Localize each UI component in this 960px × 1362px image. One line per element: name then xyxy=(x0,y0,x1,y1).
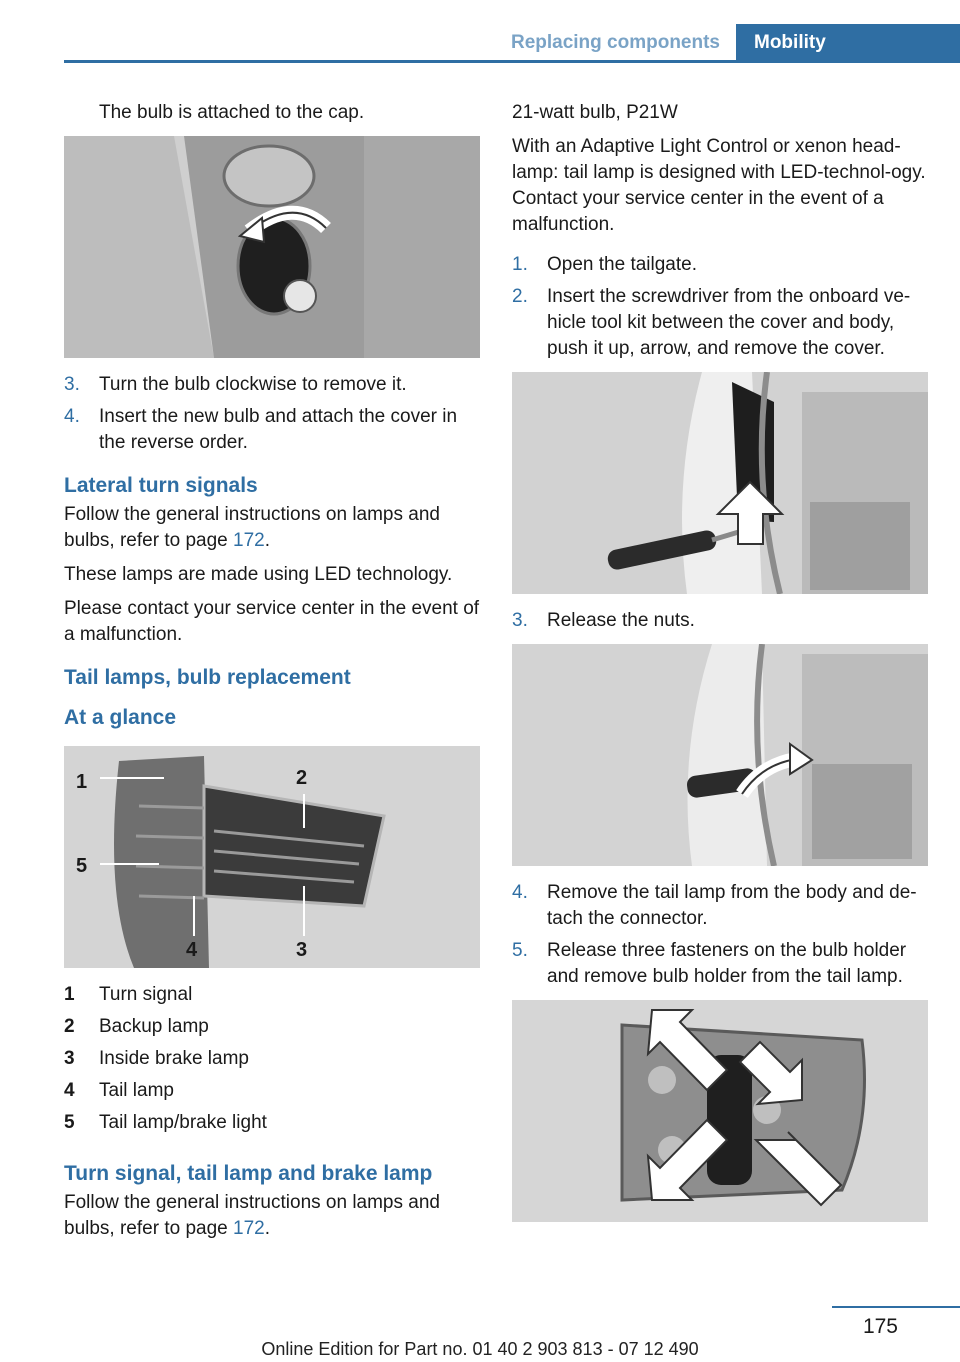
left-column xyxy=(64,100,480,1250)
list-item: 3 Inside brake lamp xyxy=(64,1048,249,1069)
figure-bulb-holder xyxy=(512,1000,928,1222)
lateral-paragraph-1: Follow the general instructions on lamps and bulbs, refer to page 172. xyxy=(64,504,440,551)
release-nuts-illustration xyxy=(512,644,928,866)
steps-list-a xyxy=(64,372,480,456)
list-item: 3. Turn the bulb clockwise to remove it. xyxy=(64,374,407,395)
right-column xyxy=(512,100,928,1236)
heading-turn-signal-tail-brake: Turn signal, tail lamp and brake lamp xyxy=(64,1162,433,1185)
intro-text: The bulb is attached to the cap. xyxy=(99,102,365,123)
header-chapter-label: Mobility xyxy=(754,32,826,53)
lateral-paragraph-2: These lamps are made using LED technology. xyxy=(64,564,453,585)
page-link-172[interactable]: 172 xyxy=(233,530,265,551)
led-note: With an Adaptive Light Control or xenon head-lamp: tail lamp is designed with LED-technol-ogy. Contact your service center in the event of a malfunction. xyxy=(512,136,926,235)
callout-5: 5 xyxy=(76,855,88,877)
page-number: 175 xyxy=(862,1315,898,1338)
legend-list xyxy=(64,982,480,1142)
footer-rule xyxy=(832,1306,960,1308)
list-item: 5 Tail lamp/brake light xyxy=(64,1112,267,1133)
list-item: 5. Release three fasteners on the bulb holder and remove bulb holder from the tail lamp. xyxy=(512,940,907,987)
tail-lamp-illustration xyxy=(64,746,480,968)
list-item: 3. Release the nuts. xyxy=(512,610,695,631)
turn-paragraph: Follow the general instructions on lamps and bulbs, refer to page 172. xyxy=(64,1192,440,1239)
page-header xyxy=(0,24,960,64)
steps-list-b xyxy=(512,252,928,362)
callout-1: 1 xyxy=(76,771,88,793)
figure-tail-lamp-overview xyxy=(64,746,480,968)
header-section-title: Replacing components xyxy=(510,32,720,53)
list-item: 1. Open the tailgate. xyxy=(512,254,697,275)
page-link-172[interactable]: 172 xyxy=(233,1218,265,1239)
list-item: 2. Insert the screwdriver from the onboard ve-hicle tool kit between the cover and body, push it up, arrow, and remove the cover. xyxy=(512,286,911,359)
steps-list-d xyxy=(512,880,928,990)
list-item: 2 Backup lamp xyxy=(64,1016,209,1037)
bulb-holder-illustration xyxy=(512,1000,928,1222)
figure-remove-cover xyxy=(512,372,928,594)
list-item: 1 Turn signal xyxy=(64,984,193,1005)
figure-bulb-cap xyxy=(64,136,480,358)
screwdriver-cover-illustration xyxy=(512,372,928,594)
list-item: 4. Insert the new bulb and attach the cover in the reverse order. xyxy=(64,406,458,453)
list-item: 4 Tail lamp xyxy=(64,1080,174,1101)
callout-2: 2 xyxy=(296,767,308,789)
lateral-paragraph-3: Please contact your service center in the event of a malfunction. xyxy=(64,598,480,645)
header-rule xyxy=(64,60,960,63)
heading-lateral-turn-signals: Lateral turn signals xyxy=(64,474,258,497)
heading-tail-lamps: Tail lamps, bulb replacement xyxy=(64,666,351,689)
heading-at-a-glance: At a glance xyxy=(64,706,177,729)
list-item: 4. Remove the tail lamp from the body and de-tach the connector. xyxy=(512,882,917,929)
bulb-spec: 21-watt bulb, P21W xyxy=(512,102,678,123)
callout-4: 4 xyxy=(186,939,198,961)
callout-3: 3 xyxy=(296,939,308,961)
footer-edition-text: Online Edition for Part no. 01 40 2 903 813 - 07 12 490 xyxy=(261,1339,699,1359)
header-chapter-tab xyxy=(736,24,960,62)
steps-list-c xyxy=(512,608,928,634)
figure-release-nuts xyxy=(512,644,928,866)
bulb-cap-illustration xyxy=(64,136,480,358)
